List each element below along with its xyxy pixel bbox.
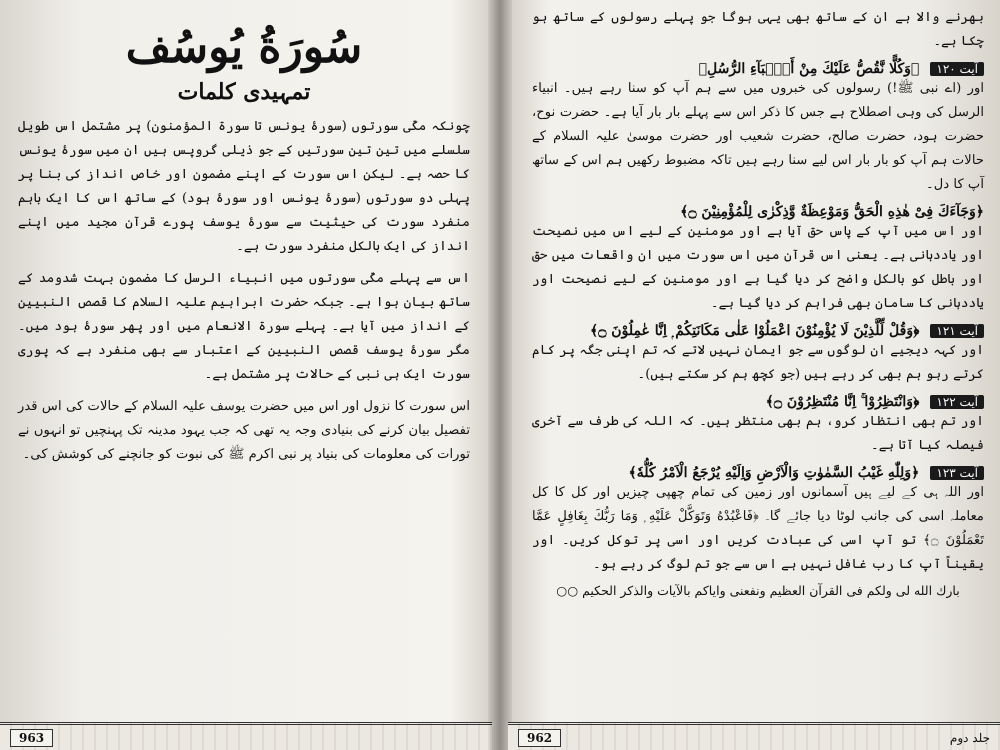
ayah-label: آیت ۱۲۳: [930, 466, 984, 480]
ayah-label: آیت ۱۲۰: [930, 62, 984, 76]
ayah-label: آیت ۱۲۱: [930, 324, 984, 338]
ayah-section-4: [532, 391, 984, 458]
ayah-arabic: ﴿وَكُلًّا نَّقُصُّ عَلَيْكَ مِنْ أَنْۢبَآءِ الرُّسُلِ﴾: [698, 61, 920, 77]
volume-label: جلد دوم: [949, 730, 990, 745]
ayah-section-2: [532, 201, 984, 316]
ayah-section-3: [532, 320, 984, 387]
ayah-arabic: ﴿وَانْتَظِرُوْا ۚ اِنَّا مُنْتَظِرُوْنَ ۝﴾: [765, 394, 920, 410]
right-page: [508, 0, 1000, 750]
ayah-translation: اور اللہ ہی کے لیے ہیں آسمانوں اور زمین کی تمام چھپی چیزیں اور کل کا کل معاملہ اسی کی جانب لوٹا دیا جائے گا۔ ﴿فَاعْبُدْهُ وَتَوَكَّلْ عَلَيْهِ ۭ وَمَا رَبُّكَ بِغَافِلٍ عَمَّا تَعْمَلُوْنَ ۝﴾ تو آپ اسی کی عبادت کریں اور اسی پر توکل کریں۔ اور یقیناً آپ کا رب غافل نہیں ہے اس سے جو تم لوگ کر رہے ہو۔: [532, 485, 984, 572]
surah-title: سُورَةُ يُوسُف: [125, 22, 363, 73]
ayah-translation: اور کہہ دیجیے ان لوگوں سے جو ایمان نہیں لاتے کہ تم اپنی جگہ پر کام کرتے رہو ہم بھی کر رہے ہیں (جو کچھ ہم کر سکتے ہیں)۔: [532, 343, 984, 382]
closing-dua: بارك الله لى ولكم فى القرآن العظيم ونفعنى واياكم بالآيات والذكر الحكيم ○○: [556, 583, 960, 598]
ayah-translation: اور (اے نبی ﷺ!) رسولوں کی خبروں میں سے ہم آپ کو سنا رہے ہیں۔ انبیاء الرسل کی وہی اصطلاح ہے جس کا ذکر اس سے پہلے بار بار آیا ہے۔ حضرت نوح، حضرت ہود، حضرت صالح، حضرت شعیب اور حضرت موسیٰ علیہ السلام کے حالات ہم آپ کو بار بار اس لیے سنا رہے ہیں تاکہ مضبوط رکھیں ہم اس کے ساتھ آپ کا دل۔: [532, 81, 984, 192]
left-paragraph-2: اس سے پہلے مکّی سورتوں میں انبیاء الرسل کا مضمون بہت شدومد کے ساتھ بیان ہوا ہے۔ جبکہ حضرت ابراہیم علیہ السلام کا قصص النبیین کے انداز میں آیا ہے۔ پہلے سورۃ الانعام میں اور پھر سورۂ ہود میں۔ مگر سورۂ یوسف قصص النبیین کے اعتبار سے بھی منفرد ہے کہ پوری سورت ایک ہی نبی کے حالات پر مشتمل ہے۔: [18, 271, 470, 382]
page-number-left: 963: [10, 729, 53, 747]
ayah-arabic: ﴿وَجَآءَكَ فِىْ هٰذِهِ الْحَقُّ وَمَوْعِظَةٌ وَّذِكْرٰى لِلْمُؤْمِنِيْنَ ۝﴾: [680, 204, 984, 220]
left-paragraph-3: اس سورت کا نزول اور اس میں حضرت یوسف علیہ السلام کے حالات کی اس قدر تفصیل بیان کرنے کی بنیادی وجہ یہ تھی کہ جب یہود مدینہ تک پہنچیں تو انہوں نے تورات کی معلومات کی بنیاد پر نبی اکرم ﷺ کی نبوت کو جانچنے کی کوشش کی۔: [18, 399, 470, 462]
left-footer: [0, 722, 492, 750]
left-paragraph-1: چونکہ مکّی سورتوں (سورۂ یونس تا سورۃ المؤمنون) پر مشتمل اس طویل سلسلے میں تین تین سورتیں کے جو ذیلی گروپس ہیں ان میں سورۂ یونس کا حصہ ہے۔ لیکن اس سورت کے اپنے مضمون اور خاص انداز کی بنا پر پہلی دو سورتوں (سورۂ یونس اور سورۂ ہود) کے ساتھ اس کا ایک باہم منفرد سورت کی حیثیت سے سورۂ یوسف پورے قرآن مجید میں اپنے انداز کی ایک بالکل منفرد سورت ہے۔: [18, 119, 470, 254]
ayah-section-1: [532, 58, 984, 197]
ayah-label: آیت ۱۲۲: [930, 395, 984, 409]
ayah-section-5: [532, 462, 984, 577]
ayah-translation: اور تم بھی انتظار کرو، ہم بھی منتظر ہیں۔ کہ اللہ کی طرف سے آخری فیصلہ کیا آتا ہے۔: [532, 414, 984, 453]
ayah-translation: اور اس میں آپ کے پاس حق آیا ہے اور مومنین کے لیے اس میں نصیحت اور یاددہانی ہے۔ یعنی اس قرآن میں اس سورت میں ان واقعات میں حق اور باطل کو بالکل واضح کر دیا گیا ہے اور مومنین کے لیے نصیحت اور یاددہانی کا سامان بھی فراہم کر دیا گیا ہے۔: [532, 224, 984, 311]
section-heading: تمہیدی کلمات: [177, 79, 311, 105]
ayah-arabic: ﴿وَلِلّٰهِ غَيْبُ السَّمٰوٰتِ وَالْاَرْضِ وَاِلَيْهِ يُرْجَعُ الْاَمْرُ كُلُّهٗ﴾: [628, 465, 920, 481]
ayah-arabic: ﴿وَقُلْ لِّلَّذِيْنَ لَا يُؤْمِنُوْنَ اعْمَلُوْا عَلٰى مَكَانَتِكُمْ ۭ اِنَّا عٰمِلُوْنَ ۝﴾: [590, 323, 920, 339]
page-number-right: 962: [518, 729, 561, 747]
left-page: [0, 0, 492, 750]
right-footer: [508, 722, 1000, 750]
right-top-text: بھرنے والا ہے ان کے ساتھ بھی یہی ہوگا جو پہلے رسولوں کے ساتھ ہو چکا ہے۔: [532, 10, 984, 49]
